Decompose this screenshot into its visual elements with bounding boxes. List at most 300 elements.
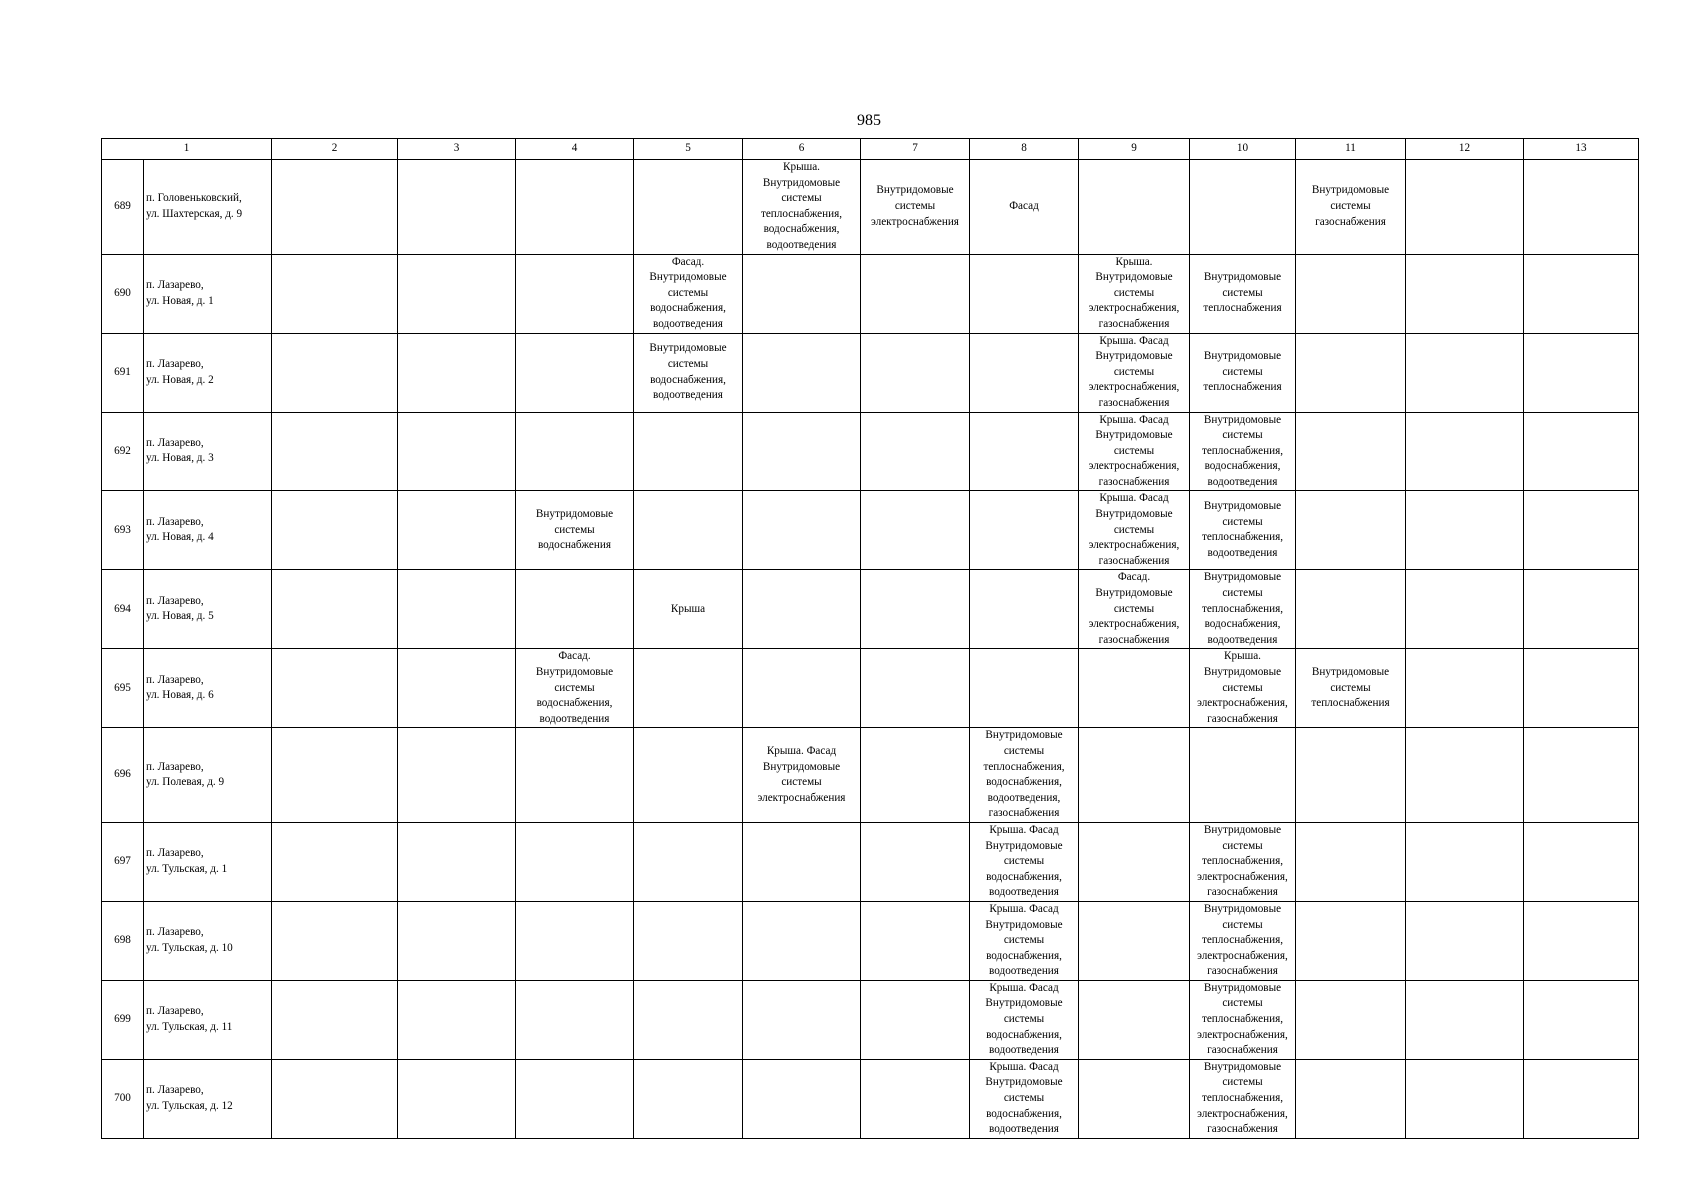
address-cell <box>144 1059 272 1138</box>
work-cell-col-3 <box>398 491 516 570</box>
table-row <box>102 901 1639 980</box>
address-line: ул. Новая, д. 6 <box>146 689 214 702</box>
work-cell-col-6 <box>743 1059 861 1138</box>
work-cell-col-13 <box>1524 1059 1639 1138</box>
work-line: Внутридомовые <box>1311 184 1390 197</box>
work-cell-col-6 <box>743 570 861 649</box>
work-cell-col-2 <box>272 254 398 333</box>
work-line: электроснабжения, <box>1088 460 1180 473</box>
work-line: Внутридомовые <box>1203 413 1282 426</box>
work-cell-col-4 <box>516 980 634 1059</box>
work-cell-col-12 <box>1406 254 1524 333</box>
header-cell-8: 8 <box>970 139 1079 160</box>
work-cell-col-9 <box>1079 1059 1190 1138</box>
work-cell-col-9 <box>1079 254 1190 333</box>
address-line: п. Лазарево, <box>146 594 204 607</box>
work-cell-col-8 <box>970 901 1079 980</box>
address-cell <box>144 980 272 1059</box>
work-line: системы <box>554 523 595 536</box>
work-cell-col-10 <box>1190 649 1296 728</box>
work-line: водоотведения <box>1207 475 1278 488</box>
work-line: Внутридомовые <box>1203 981 1282 994</box>
row-number-cell: 694 <box>102 570 144 649</box>
work-cell-col-10 <box>1190 570 1296 649</box>
table-row <box>102 1059 1639 1138</box>
work-cell-col-8 <box>970 649 1079 728</box>
work-cell-col-6 <box>743 254 861 333</box>
work-cell-col-12 <box>1406 649 1524 728</box>
work-line: Внутридомовые <box>876 184 954 197</box>
work-line: газоснабжения <box>1207 965 1278 978</box>
table-body <box>102 160 1639 1139</box>
work-line: Крыша. Фасад <box>989 902 1059 915</box>
work-line: Крыша. Фасад <box>1099 413 1169 426</box>
work-cell-col-8 <box>970 728 1079 823</box>
work-line: системы <box>554 681 595 694</box>
work-line: Внутридомовые <box>1203 571 1282 584</box>
work-line: газоснабжения <box>1098 633 1170 646</box>
work-line: теплоснабжения, <box>1201 855 1284 868</box>
work-cell-col-4 <box>516 254 634 333</box>
work-cell-col-9 <box>1079 570 1190 649</box>
work-line: Крыша. <box>783 161 820 173</box>
work-cell-col-5 <box>634 333 743 412</box>
header-cell-9: 9 <box>1079 139 1190 160</box>
address-line: п. Лазарево, <box>146 760 204 773</box>
work-cell-col-8 <box>970 491 1079 570</box>
work-cell-col-9 <box>1079 491 1190 570</box>
work-line: Внутридомовые <box>535 508 614 521</box>
work-line: системы <box>1113 523 1155 536</box>
work-line: системы <box>894 199 936 212</box>
work-cell-col-3 <box>398 1059 516 1138</box>
work-line: электроснабжения <box>871 215 959 228</box>
address-cell <box>144 333 272 412</box>
address-cell <box>144 570 272 649</box>
row-number-cell: 691 <box>102 333 144 412</box>
work-line: Крыша. Фасад <box>1099 334 1169 347</box>
work-line: водоснабжения, <box>650 373 726 386</box>
address-cell <box>144 412 272 491</box>
work-line: системы <box>1003 934 1045 947</box>
work-cell-col-3 <box>398 254 516 333</box>
work-line: Внутридомовые <box>1311 666 1390 678</box>
work-cell-col-8 <box>970 333 1079 412</box>
work-line: Внутридомовые <box>1095 350 1173 363</box>
work-cell-col-3 <box>398 980 516 1059</box>
work-line: водоотведения <box>653 317 723 330</box>
header-cell-6: 6 <box>743 139 861 160</box>
work-line: системы <box>1222 839 1263 852</box>
work-line: теплоснабжения <box>1311 697 1390 710</box>
header-cell-12: 12 <box>1406 139 1524 160</box>
work-line: электроснабжения, <box>1088 302 1180 315</box>
work-cell-col-11 <box>1296 649 1406 728</box>
work-line: теплоснабжения, <box>1201 1092 1284 1105</box>
work-cell-col-3 <box>398 160 516 255</box>
table-row <box>102 728 1639 823</box>
row-number-cell: 692 <box>102 412 144 491</box>
work-line: Внутридомовые <box>1203 1060 1282 1073</box>
work-cell-col-3 <box>398 901 516 980</box>
work-line: теплоснабжения, <box>1201 1013 1284 1026</box>
work-cell-col-5 <box>634 254 743 333</box>
work-line: газоснабжения <box>988 807 1060 820</box>
work-cell-col-11 <box>1296 728 1406 823</box>
work-cell-col-6 <box>743 333 861 412</box>
table-row <box>102 822 1639 901</box>
work-cell-col-2 <box>272 160 398 255</box>
work-line: электроснабжения, <box>1197 697 1288 710</box>
work-line: газоснабжения <box>1207 1123 1278 1136</box>
table-row <box>102 980 1639 1059</box>
work-line: Внутридомовые <box>985 997 1063 1010</box>
work-cell-col-11 <box>1296 254 1406 333</box>
header-cell-3: 3 <box>398 139 516 160</box>
work-cell-col-7 <box>861 160 970 255</box>
work-cell-col-12 <box>1406 1059 1524 1138</box>
work-cell-col-2 <box>272 728 398 823</box>
work-line: системы <box>1222 997 1263 1010</box>
work-line: Внутридомовые <box>535 666 614 678</box>
work-line: газоснабжения <box>1315 215 1386 228</box>
work-line: теплоснабжения, <box>1201 444 1284 457</box>
work-cell-col-13 <box>1524 491 1639 570</box>
work-cell-col-9 <box>1079 412 1190 491</box>
work-cell-col-13 <box>1524 901 1639 980</box>
header-cell-11: 11 <box>1296 139 1406 160</box>
address-cell <box>144 822 272 901</box>
work-cell-col-9 <box>1079 901 1190 980</box>
work-line: Внутридомовые <box>649 342 727 355</box>
address-line: ул. Тульская, д. 1 <box>146 862 228 875</box>
table-row <box>102 412 1639 491</box>
address-line: п. Лазарево, <box>146 436 204 449</box>
work-line: Внутридомовые <box>1095 508 1173 521</box>
work-line: Внутридомовые <box>985 729 1063 742</box>
work-line: теплоснабжения, <box>760 207 843 220</box>
work-cell-col-7 <box>861 822 970 901</box>
work-line: водоотведения <box>1207 547 1278 560</box>
work-cell-col-11 <box>1296 333 1406 412</box>
work-line: системы <box>1003 855 1045 868</box>
work-line: водоснабжения, <box>650 302 726 315</box>
work-line: Внутридомовые <box>1095 429 1173 442</box>
row-number-cell: 690 <box>102 254 144 333</box>
work-line: водоснабжения, <box>986 870 1062 883</box>
work-line: системы <box>1222 587 1263 600</box>
row-number-cell: 699 <box>102 980 144 1059</box>
work-cell-col-8 <box>970 822 1079 901</box>
work-line: системы <box>781 192 822 205</box>
work-cell-col-8 <box>970 160 1079 255</box>
work-cell-col-10 <box>1190 333 1296 412</box>
address-cell <box>144 254 272 333</box>
work-line: газоснабжения <box>1098 475 1170 488</box>
work-line: газоснабжения <box>1098 554 1170 567</box>
work-line: системы <box>1222 1076 1263 1089</box>
work-line: водоотведения <box>1207 633 1278 646</box>
work-cell-col-2 <box>272 822 398 901</box>
work-cell-col-7 <box>861 491 970 570</box>
work-cell-col-11 <box>1296 570 1406 649</box>
work-line: Внутридомовые <box>985 839 1063 852</box>
address-line: п. Лазарево, <box>146 847 204 860</box>
work-cell-col-10 <box>1190 728 1296 823</box>
work-line: водоотведения, <box>987 791 1061 804</box>
work-line: системы <box>1222 918 1263 931</box>
repair-schedule-table <box>101 138 1639 1139</box>
work-cell-col-11 <box>1296 160 1406 255</box>
work-cell-col-4 <box>516 649 634 728</box>
work-line: электроснабжения, <box>1088 539 1180 552</box>
work-line: электроснабжения, <box>1197 870 1288 883</box>
work-cell-col-6 <box>743 491 861 570</box>
work-line: водоотведения <box>989 886 1059 899</box>
work-cell-col-5 <box>634 822 743 901</box>
work-cell-col-2 <box>272 1059 398 1138</box>
work-cell-col-5 <box>634 491 743 570</box>
work-line: системы <box>781 776 822 789</box>
work-line: Внутридомовые <box>1203 350 1282 363</box>
work-cell-col-12 <box>1406 980 1524 1059</box>
work-line: системы <box>1003 1013 1045 1026</box>
work-cell-col-2 <box>272 570 398 649</box>
work-line: водоснабжения, <box>986 1028 1062 1041</box>
work-cell-col-11 <box>1296 980 1406 1059</box>
work-cell-col-6 <box>743 822 861 901</box>
work-line: газоснабжения <box>1207 1044 1278 1057</box>
work-cell-col-11 <box>1296 412 1406 491</box>
work-line: газоснабжения <box>1098 396 1170 409</box>
work-line: системы <box>1003 744 1045 757</box>
work-line: водоотведения <box>766 238 837 251</box>
work-cell-col-7 <box>861 254 970 333</box>
header-row <box>102 139 1639 160</box>
work-cell-col-10 <box>1190 412 1296 491</box>
work-line: электроснабжения, <box>1088 381 1180 394</box>
work-cell-col-4 <box>516 160 634 255</box>
work-cell-col-7 <box>861 570 970 649</box>
work-cell-col-9 <box>1079 160 1190 255</box>
work-line: Внутридомовые <box>1203 271 1282 284</box>
work-cell-col-5 <box>634 1059 743 1138</box>
work-cell-col-12 <box>1406 570 1524 649</box>
work-cell-col-9 <box>1079 333 1190 412</box>
work-cell-col-8 <box>970 570 1079 649</box>
work-line: системы <box>667 357 709 370</box>
table-row <box>102 333 1639 412</box>
work-cell-col-10 <box>1190 980 1296 1059</box>
work-cell-col-8 <box>970 254 1079 333</box>
address-cell <box>144 160 272 255</box>
address-line: ул. Полевая, д. 9 <box>146 776 225 789</box>
work-cell-col-6 <box>743 412 861 491</box>
work-cell-col-7 <box>861 1059 970 1138</box>
work-cell-col-11 <box>1296 491 1406 570</box>
work-cell-col-6 <box>743 901 861 980</box>
work-cell-col-3 <box>398 412 516 491</box>
work-cell-col-13 <box>1524 822 1639 901</box>
work-cell-col-12 <box>1406 901 1524 980</box>
work-cell-col-10 <box>1190 901 1296 980</box>
address-cell <box>144 649 272 728</box>
work-line: электроснабжения, <box>1197 949 1288 962</box>
work-cell-col-8 <box>970 980 1079 1059</box>
work-line: системы <box>1113 286 1155 299</box>
work-cell-col-4 <box>516 728 634 823</box>
work-line: водоснабжения, <box>986 949 1062 962</box>
address-line: ул. Тульская, д. 12 <box>146 1099 233 1112</box>
work-line: Крыша. Фасад <box>989 1060 1059 1073</box>
work-line: теплоснабжения, <box>1201 531 1284 544</box>
work-cell-col-7 <box>861 728 970 823</box>
work-line: водоснабжения, <box>986 1107 1062 1120</box>
work-line: теплоснабжения, <box>1201 602 1284 615</box>
header-cell-5: 5 <box>634 139 743 160</box>
work-cell-col-4 <box>516 412 634 491</box>
work-line: Внутридомовые <box>1203 902 1282 915</box>
work-cell-col-13 <box>1524 254 1639 333</box>
address-line: п. Лазарево, <box>146 1084 204 1097</box>
work-line: Крыша. Фасад <box>1099 492 1169 505</box>
work-cell-col-7 <box>861 412 970 491</box>
work-cell-col-10 <box>1190 1059 1296 1138</box>
work-line: газоснабжения <box>1207 886 1278 899</box>
address-line: ул. Тульская, д. 10 <box>146 941 233 954</box>
work-cell-col-5 <box>634 901 743 980</box>
work-line: теплоснабжения, <box>1201 934 1284 947</box>
work-cell-col-9 <box>1079 649 1190 728</box>
work-cell-col-3 <box>398 570 516 649</box>
work-line: Крыша. Фасад <box>989 981 1059 994</box>
table-header <box>102 139 1639 160</box>
work-line: системы <box>1330 681 1371 694</box>
row-number-cell: 689 <box>102 160 144 255</box>
work-line: водоснабжения, <box>763 223 840 236</box>
work-line: Крыша. <box>1224 650 1261 663</box>
work-cell-col-13 <box>1524 728 1639 823</box>
work-cell-col-6 <box>743 728 861 823</box>
work-cell-col-2 <box>272 649 398 728</box>
work-line: Крыша. Фасад <box>766 744 837 757</box>
work-cell-col-4 <box>516 1059 634 1138</box>
work-line: Внутридомовые <box>1203 823 1282 836</box>
row-number-cell: 700 <box>102 1059 144 1138</box>
work-cell-col-12 <box>1406 728 1524 823</box>
work-line: Внутридомовые <box>649 271 727 284</box>
work-cell-col-13 <box>1524 570 1639 649</box>
address-line: ул. Новая, д. 5 <box>146 610 214 623</box>
work-cell-col-2 <box>272 333 398 412</box>
work-cell-col-11 <box>1296 901 1406 980</box>
work-cell-col-2 <box>272 412 398 491</box>
work-cell-col-13 <box>1524 160 1639 255</box>
work-line: системы <box>1222 681 1263 694</box>
address-line: п. Лазарево, <box>146 515 204 528</box>
work-cell-col-11 <box>1296 1059 1406 1138</box>
work-line: Внутридомовые <box>1203 666 1282 678</box>
row-number-cell: 696 <box>102 728 144 823</box>
work-cell-col-3 <box>398 822 516 901</box>
work-cell-col-9 <box>1079 728 1190 823</box>
work-cell-col-6 <box>743 980 861 1059</box>
address-line: ул. Новая, д. 4 <box>146 531 214 544</box>
work-line: системы <box>1222 286 1263 299</box>
address-cell <box>144 491 272 570</box>
header-cell-13: 13 <box>1524 139 1639 160</box>
work-line: водоснабжения, <box>1204 618 1281 631</box>
work-line: системы <box>667 286 709 299</box>
table-row <box>102 160 1639 255</box>
work-line: водоснабжения, <box>1204 460 1281 473</box>
work-cell-col-13 <box>1524 649 1639 728</box>
work-cell-col-10 <box>1190 822 1296 901</box>
address-line: ул. Новая, д. 1 <box>146 294 214 307</box>
work-cell-col-13 <box>1524 412 1639 491</box>
row-number-cell: 693 <box>102 491 144 570</box>
work-cell-col-9 <box>1079 980 1190 1059</box>
address-line: ул. Новая, д. 3 <box>146 452 214 465</box>
work-line: Внутридомовые <box>985 918 1063 931</box>
work-line: Внутридомовые <box>762 176 841 189</box>
work-line: системы <box>1222 429 1263 442</box>
work-line: Внутридомовые <box>1203 500 1282 513</box>
work-line: водоотведения <box>989 965 1059 978</box>
work-cell-col-10 <box>1190 254 1296 333</box>
work-cell-col-3 <box>398 333 516 412</box>
work-line: Внутридомовые <box>762 760 841 773</box>
work-line: газоснабжения <box>1207 712 1278 725</box>
work-cell-col-7 <box>861 980 970 1059</box>
header-cell-2: 2 <box>272 139 398 160</box>
work-cell-col-13 <box>1524 333 1639 412</box>
work-line: водоснабжения, <box>536 697 613 710</box>
work-cell-col-7 <box>861 901 970 980</box>
address-line: ул. Шахтерская, д. 9 <box>146 207 243 220</box>
table-row <box>102 570 1639 649</box>
work-cell-col-2 <box>272 491 398 570</box>
work-line: газоснабжения <box>1098 317 1170 330</box>
work-cell-col-8 <box>970 1059 1079 1138</box>
work-line: Внутридомовые <box>1095 587 1173 600</box>
address-cell <box>144 728 272 823</box>
work-line: водоотведения <box>653 389 723 402</box>
work-cell-col-12 <box>1406 412 1524 491</box>
header-cell-7: 7 <box>861 139 970 160</box>
work-cell-col-10 <box>1190 491 1296 570</box>
work-cell-col-5 <box>634 570 743 649</box>
work-cell-col-10 <box>1190 160 1296 255</box>
work-cell-col-6 <box>743 160 861 255</box>
address-line: п. Лазарево, <box>146 278 204 291</box>
work-cell-col-4 <box>516 333 634 412</box>
work-cell-col-9 <box>1079 822 1190 901</box>
table-row <box>102 649 1639 728</box>
work-cell-col-6 <box>743 649 861 728</box>
address-line: ул. Новая, д. 2 <box>146 373 214 386</box>
row-number-cell: 698 <box>102 901 144 980</box>
work-line: системы <box>1330 199 1371 212</box>
work-line: водоснабжения, <box>986 776 1062 789</box>
work-line: теплоснабжения <box>1203 381 1282 394</box>
work-line: Фасад. <box>671 255 705 268</box>
work-cell-col-7 <box>861 333 970 412</box>
work-cell-col-4 <box>516 822 634 901</box>
work-cell-col-5 <box>634 980 743 1059</box>
work-cell-col-4 <box>516 901 634 980</box>
work-cell-col-12 <box>1406 822 1524 901</box>
